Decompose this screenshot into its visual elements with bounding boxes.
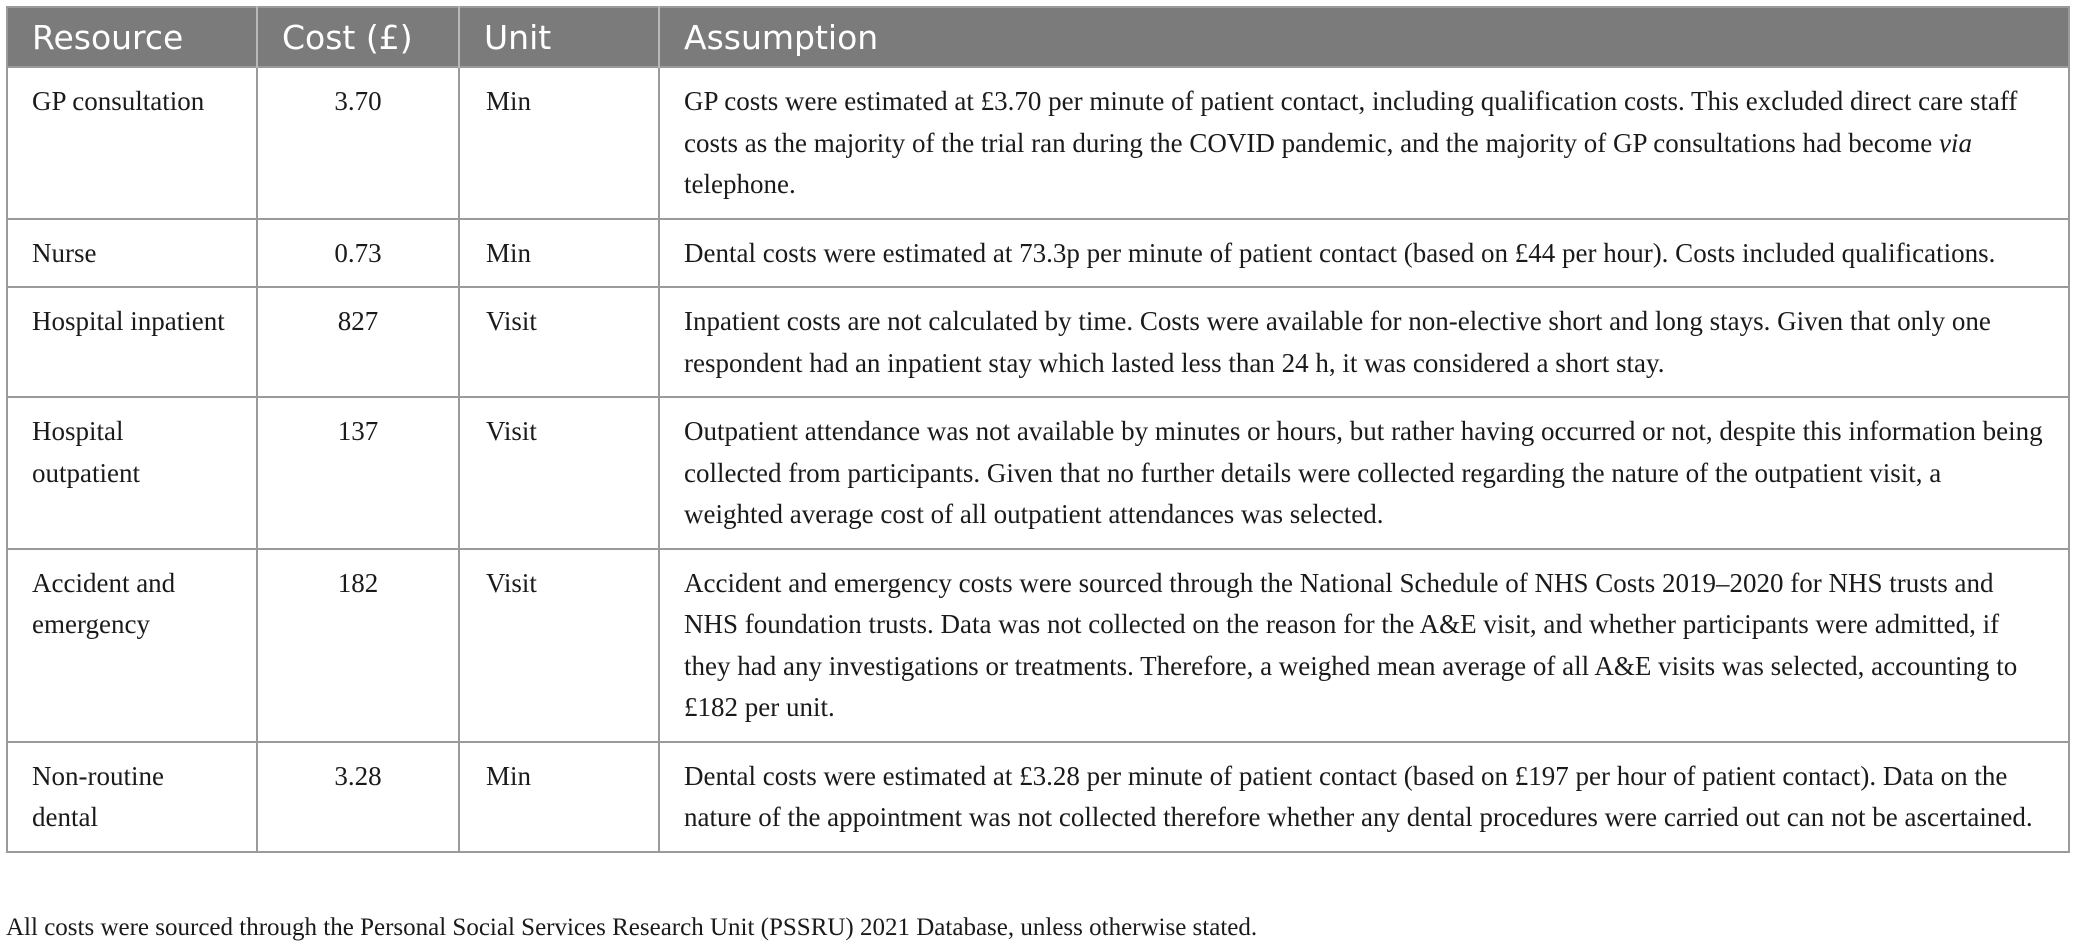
table-header-row [7, 7, 2069, 67]
cell-assumption: Outpatient attendance was not available by minutes or hours, but rather having occurred or not, despite this information being collected from participants. Given that no further details were collected regarding the nature of the outpatient visit, a weighted average cost of all outpatient attendances was selected. [659, 397, 2069, 549]
cost-table [6, 6, 2070, 853]
cell-assumption [659, 67, 2069, 219]
cell-resource: Nurse [7, 219, 257, 288]
cell-assumption: Accident and emergency costs were sourced through the National Schedule of NHS Costs 2019–2020 for NHS trusts and NHS foundation trusts. Data was not collected on the reason for the A&E visit, and whether participants were admitted, if they had any investigations or treatments. Therefore, a weighed mean average of all A&E visits was selected, accounting to £182 per unit. [659, 549, 2069, 742]
cell-assumption: Dental costs were estimated at £3.28 per minute of patient contact (based on £197 per hour of patient contact). Data on the nature of the appointment was not collected therefore whether any dental procedures were carried out can not be ascertained. [659, 742, 2069, 852]
table-row [7, 742, 2069, 852]
cell-resource: Non-routine dental [7, 742, 257, 852]
table-row [7, 397, 2069, 549]
assumption-text-end: telephone. [684, 169, 796, 199]
cell-cost: 3.70 [257, 67, 459, 219]
cell-unit: Min [459, 742, 659, 852]
cell-unit: Min [459, 219, 659, 288]
cost-table-container [6, 6, 2070, 853]
assumption-italic-text: via [1938, 127, 1972, 158]
cell-cost: 827 [257, 287, 459, 397]
cell-unit: Visit [459, 549, 659, 742]
table-row [7, 219, 2069, 288]
cell-resource: Hospital outpatient [7, 397, 257, 549]
header-cost: Cost (£) [257, 7, 459, 67]
header-assumption: Assumption [659, 7, 2069, 67]
cell-unit: Min [459, 67, 659, 219]
cell-unit: Visit [459, 397, 659, 549]
cell-assumption: Dental costs were estimated at 73.3p per minute of patient contact (based on £44 per hour). Costs included qualifications. [659, 219, 2069, 288]
cell-unit: Visit [459, 287, 659, 397]
table-row [7, 67, 2069, 219]
assumption-text: GP costs were estimated at £3.70 per minute of patient contact, including qualification costs. This excluded direct care staff costs as the majority of the trial ran during the COVID pandemic, and the majority of GP consultations had become [684, 86, 2018, 158]
cell-assumption: Inpatient costs are not calculated by time. Costs were available for non-elective short and long stays. Given that only one respondent had an inpatient stay which lasted less than 24 h, it was considered a short stay. [659, 287, 2069, 397]
cell-resource: Hospital inpatient [7, 287, 257, 397]
table-footnote: All costs were sourced through the Personal Social Services Research Unit (PSSRU) 2021 Database, unless otherwise stated. [6, 914, 1258, 941]
cell-cost: 0.73 [257, 219, 459, 288]
cell-resource: Accident and emergency [7, 549, 257, 742]
cell-resource: GP consultation [7, 67, 257, 219]
header-unit: Unit [459, 7, 659, 67]
header-resource: Resource [7, 7, 257, 67]
table-row [7, 549, 2069, 742]
cell-cost: 3.28 [257, 742, 459, 852]
cell-cost: 182 [257, 549, 459, 742]
cell-cost: 137 [257, 397, 459, 549]
table-row [7, 287, 2069, 397]
